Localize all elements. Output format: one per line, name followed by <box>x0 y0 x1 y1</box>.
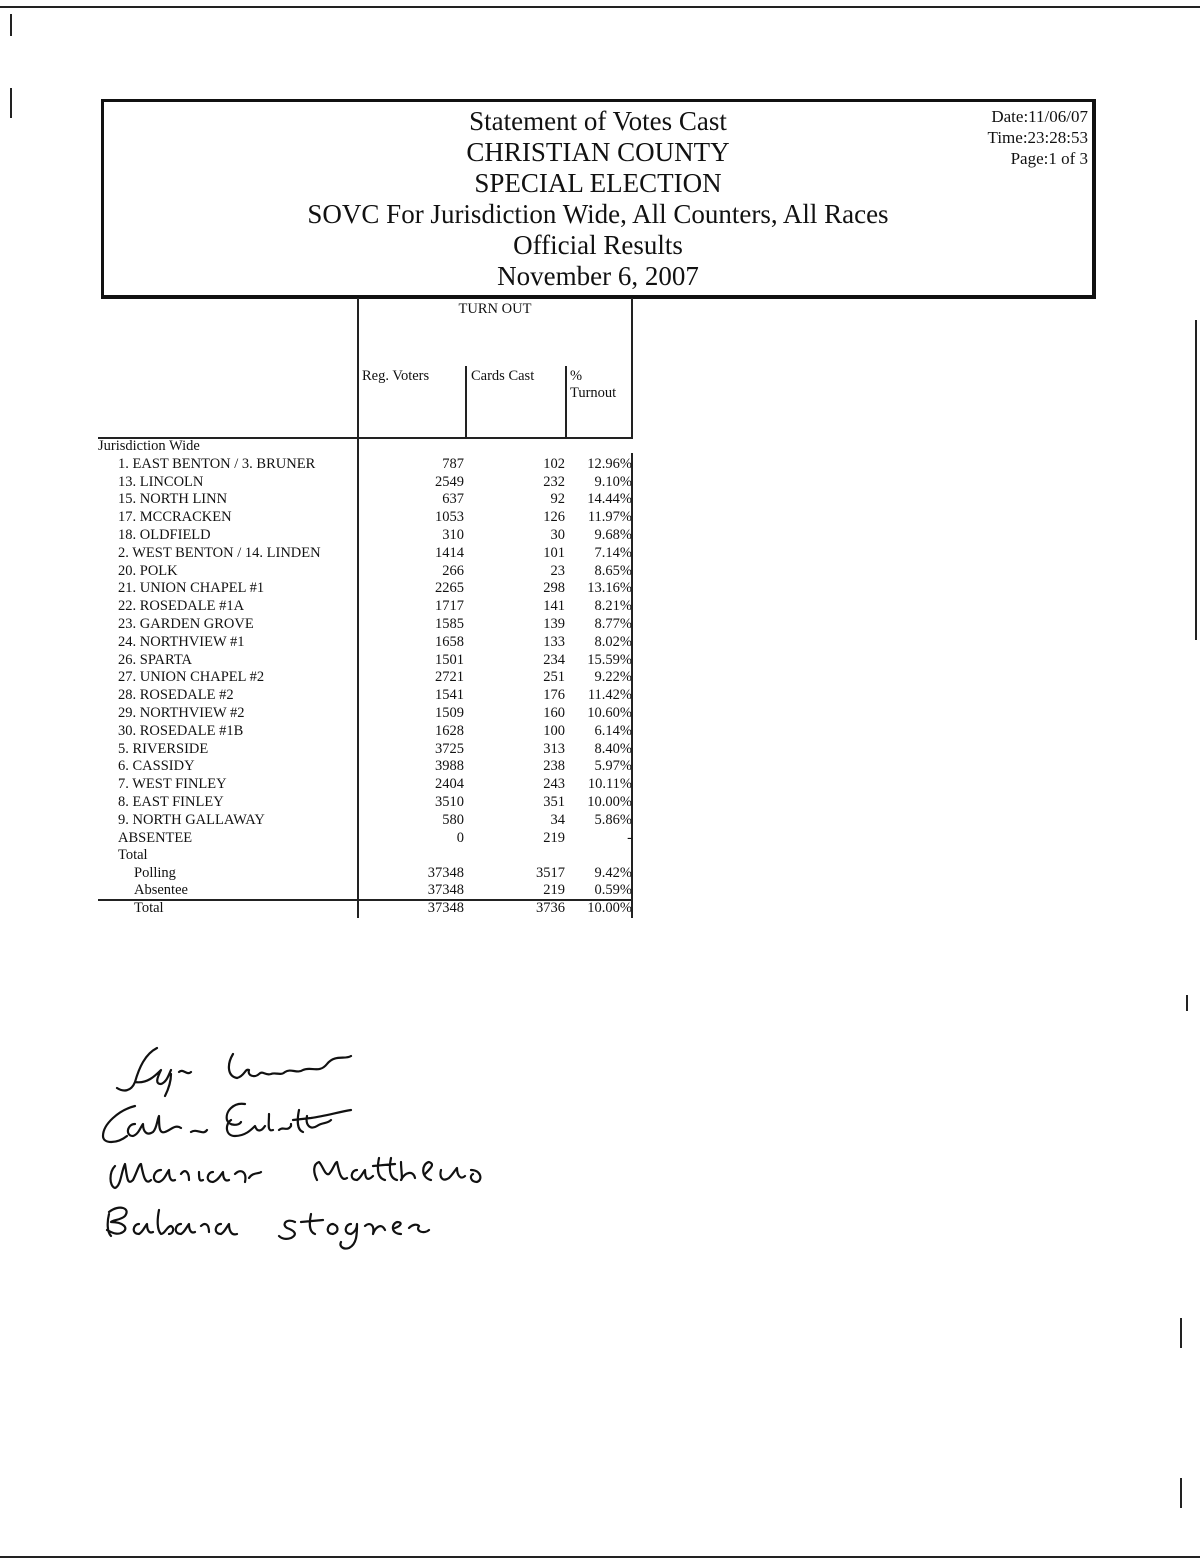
right-edge-line <box>1195 320 1197 640</box>
grand-total-row <box>98 900 634 918</box>
turnout-pct-value: 5.86% <box>594 811 632 828</box>
column-divider <box>631 298 633 438</box>
table-row <box>98 652 634 670</box>
reg-voters-value: 266 <box>442 562 464 579</box>
top-edge-line <box>0 6 1200 8</box>
table-row <box>98 563 634 581</box>
table-row <box>98 794 634 812</box>
precinct-name: 26. SPARTA <box>118 651 192 668</box>
reg-voters-value: 37348 <box>427 882 464 898</box>
turnout-pct-value: 8.77% <box>594 616 632 632</box>
precinct-name: 5. RIVERSIDE <box>118 740 209 757</box>
cards-cast-value: 100 <box>543 722 565 739</box>
cards-cast-value: 141 <box>543 598 565 615</box>
turnout-pct-value: 13.16% <box>587 580 632 597</box>
turnout-pct-value: 15.59% <box>587 651 632 668</box>
cards-cast-value: 34 <box>550 811 565 828</box>
turnout-pct-value: 9.42% <box>594 865 632 882</box>
cards-cast-value: 313 <box>543 740 565 757</box>
turnout-pct-value: 14.44% <box>587 491 632 508</box>
table-row <box>98 545 634 563</box>
right-edge-mark <box>1186 995 1188 1011</box>
signature-block <box>95 1040 555 1260</box>
precinct-name: 8. EAST FINLEY <box>118 794 224 810</box>
reg-voters-value: 1717 <box>435 598 464 615</box>
report-meta <box>988 106 1088 169</box>
reg-voters-value: 1541 <box>435 687 464 704</box>
turnout-pct-value: 10.11% <box>587 776 632 793</box>
total-label-row <box>98 847 634 865</box>
reg-voters-value: 2721 <box>435 669 464 686</box>
turnout-pct-value: 8.65% <box>594 562 632 579</box>
polling-label: Polling <box>134 865 176 882</box>
precinct-name: 7. WEST FINLEY <box>118 776 227 793</box>
reg-voters-value: 37348 <box>427 865 464 882</box>
turnout-pct-value: 9.10% <box>594 473 632 490</box>
reg-voters-value: 1414 <box>435 544 464 561</box>
county-name: CHRISTIAN COUNTY <box>466 137 730 167</box>
table-row <box>98 598 634 616</box>
section-label-text: Jurisdiction Wide <box>98 438 200 454</box>
table-row <box>98 723 634 741</box>
table-row <box>98 812 634 830</box>
cards-cast-value: 219 <box>543 882 565 898</box>
report-header <box>101 99 1096 299</box>
results-status: Official Results <box>513 230 683 260</box>
precinct-name: 28. ROSEDALE #2 <box>118 687 234 704</box>
turnout-pct-value: - <box>627 829 632 846</box>
table-row <box>98 705 634 723</box>
column-divider <box>465 366 467 438</box>
precinct-name: 2. WEST BENTON / 14. LINDEN <box>118 544 321 561</box>
precinct-name: 24. NORTHVIEW #1 <box>118 633 245 650</box>
precinct-name: 17. MCCRACKEN <box>118 509 232 526</box>
table-row <box>98 456 634 474</box>
reg-voters-value: 2404 <box>435 776 464 793</box>
reg-voters-value: 2265 <box>435 580 464 597</box>
table-row <box>98 634 634 652</box>
turnout-pct-value: 8.21% <box>594 598 632 615</box>
cards-cast-value: 3736 <box>536 900 565 916</box>
signature-1 <box>117 1048 351 1096</box>
turnout-group-header: TURN OUT <box>458 301 532 317</box>
precinct-name: 21. UNION CHAPEL #1 <box>118 580 265 597</box>
reg-voters-value: 3725 <box>435 740 464 757</box>
turnout-pct-value: 7.14% <box>594 544 632 561</box>
election-name: SPECIAL ELECTION <box>474 168 722 198</box>
precinct-name: 20. POLK <box>118 562 178 579</box>
absentee-row <box>98 882 634 900</box>
precinct-name: 9. NORTH GALLAWAY <box>118 811 265 828</box>
precinct-name: 1. EAST BENTON / 3. BRUNER <box>118 455 316 472</box>
election-date: November 6, 2007 <box>497 261 699 291</box>
report-scope: SOVC For Jurisdiction Wide, All Counters, All Races <box>307 199 889 229</box>
cards-cast-value: 30 <box>550 527 565 543</box>
cards-cast-value: 160 <box>543 705 565 721</box>
reg-voters-value: 1585 <box>435 616 464 632</box>
table-row <box>98 491 634 509</box>
table-row <box>98 776 634 794</box>
reg-voters-value: 3510 <box>435 794 464 810</box>
cards-cast-value: 92 <box>550 491 565 508</box>
reg-voters-value: 1628 <box>435 722 464 739</box>
reg-voters-value: 3988 <box>435 758 464 775</box>
cards-cast-value: 234 <box>543 651 565 668</box>
table-row <box>98 474 634 492</box>
bottom-edge-line <box>0 1556 1200 1558</box>
table-row <box>98 669 634 687</box>
turnout-pct-value: 10.60% <box>587 705 632 721</box>
precinct-name: 29. NORTHVIEW #2 <box>118 705 245 721</box>
col-turnout: Turnout <box>570 385 617 401</box>
table-row <box>98 616 634 634</box>
total-label: Total <box>118 847 148 864</box>
cards-cast-value: 251 <box>543 669 565 686</box>
turnout-pct-value: 9.68% <box>594 527 632 543</box>
col-pct-symbol: % <box>570 368 583 384</box>
turnout-pct-value: 11.97% <box>587 509 632 526</box>
cards-cast-value: 126 <box>543 509 565 526</box>
signatures-drawing <box>95 1040 555 1260</box>
reg-voters-value: 787 <box>442 455 464 472</box>
report-title: Statement of Votes Cast <box>469 106 727 136</box>
reg-voters-value: 1509 <box>435 705 464 721</box>
turnout-pct-value: 6.14% <box>594 722 632 739</box>
precinct-name: 30. ROSEDALE #1B <box>118 722 244 739</box>
report-time: Time:23:28:53 <box>987 128 1088 147</box>
table-row <box>98 741 634 759</box>
table-row <box>98 509 634 527</box>
cards-cast-value: 238 <box>543 758 565 775</box>
cards-cast-value: 139 <box>543 616 565 632</box>
cards-cast-value: 3517 <box>536 865 565 882</box>
turnout-table <box>98 298 634 918</box>
reg-voters-value: 37348 <box>427 900 464 916</box>
table-row <box>98 687 634 705</box>
cards-cast-value: 23 <box>550 562 565 579</box>
precinct-name: 18. OLDFIELD <box>118 527 211 543</box>
reg-voters-value: 0 <box>456 829 464 846</box>
table-row <box>98 580 634 598</box>
cards-cast-value: 133 <box>543 633 565 650</box>
signature-3 <box>111 1158 481 1188</box>
report-title-block <box>104 106 1092 292</box>
right-edge-mark <box>1180 1478 1182 1508</box>
right-edge-mark <box>1180 1318 1182 1348</box>
precinct-name: 22. ROSEDALE #1A <box>118 598 245 615</box>
reg-voters-value: 580 <box>442 811 464 828</box>
turnout-pct-value: 10.00% <box>587 794 632 810</box>
cards-cast-value: 101 <box>543 544 565 561</box>
polling-row <box>98 865 634 883</box>
reg-voters-value: 1658 <box>435 633 464 650</box>
col-reg-voters: Reg. Voters <box>362 368 430 384</box>
left-edge-mark <box>10 14 12 36</box>
turnout-pct-value: 12.96% <box>587 455 632 472</box>
turnout-pct-value: 5.97% <box>594 758 632 775</box>
left-edge-mark <box>10 88 12 118</box>
signature-4 <box>107 1208 429 1249</box>
cards-cast-value: 298 <box>543 580 565 597</box>
section-label <box>98 438 634 456</box>
col-cards-cast: Cards Cast <box>471 368 535 384</box>
reg-voters-value: 2549 <box>435 473 464 490</box>
reg-voters-value: 637 <box>442 491 464 508</box>
reg-voters-value: 1053 <box>435 509 464 526</box>
precinct-name: ABSENTEE <box>118 829 193 846</box>
absentee-label: Absentee <box>134 882 188 898</box>
reg-voters-value: 1501 <box>435 651 464 668</box>
grand-total-label: Total <box>134 900 164 916</box>
cards-cast-value: 176 <box>543 687 565 704</box>
precinct-name: 23. GARDEN GROVE <box>118 616 254 632</box>
cards-cast-value: 243 <box>543 776 565 793</box>
cards-cast-value: 219 <box>543 829 565 846</box>
page-number: Page:1 of 3 <box>1010 149 1088 168</box>
turnout-pct-value: 10.00% <box>587 900 632 916</box>
report-date: Date:11/06/07 <box>991 107 1088 126</box>
turnout-pct-value: 9.22% <box>594 669 632 686</box>
turnout-pct-value: 8.02% <box>594 633 632 650</box>
signature-2 <box>103 1104 351 1142</box>
precinct-name: 27. UNION CHAPEL #2 <box>118 669 265 686</box>
cards-cast-value: 102 <box>543 455 565 472</box>
cards-cast-value: 232 <box>543 473 565 490</box>
cards-cast-value: 351 <box>543 794 565 810</box>
turnout-pct-value: 11.42% <box>587 687 632 704</box>
turnout-pct-value: 8.40% <box>594 740 632 757</box>
table-row <box>98 758 634 776</box>
precinct-name: 6. CASSIDY <box>118 758 195 775</box>
column-divider <box>565 366 567 438</box>
turnout-pct-value: 0.59% <box>594 882 632 898</box>
table-row <box>98 830 634 848</box>
precinct-name: 13. LINCOLN <box>118 473 204 490</box>
reg-voters-value: 310 <box>442 527 464 543</box>
table-row <box>98 527 634 545</box>
precinct-name: 15. NORTH LINN <box>118 491 228 508</box>
